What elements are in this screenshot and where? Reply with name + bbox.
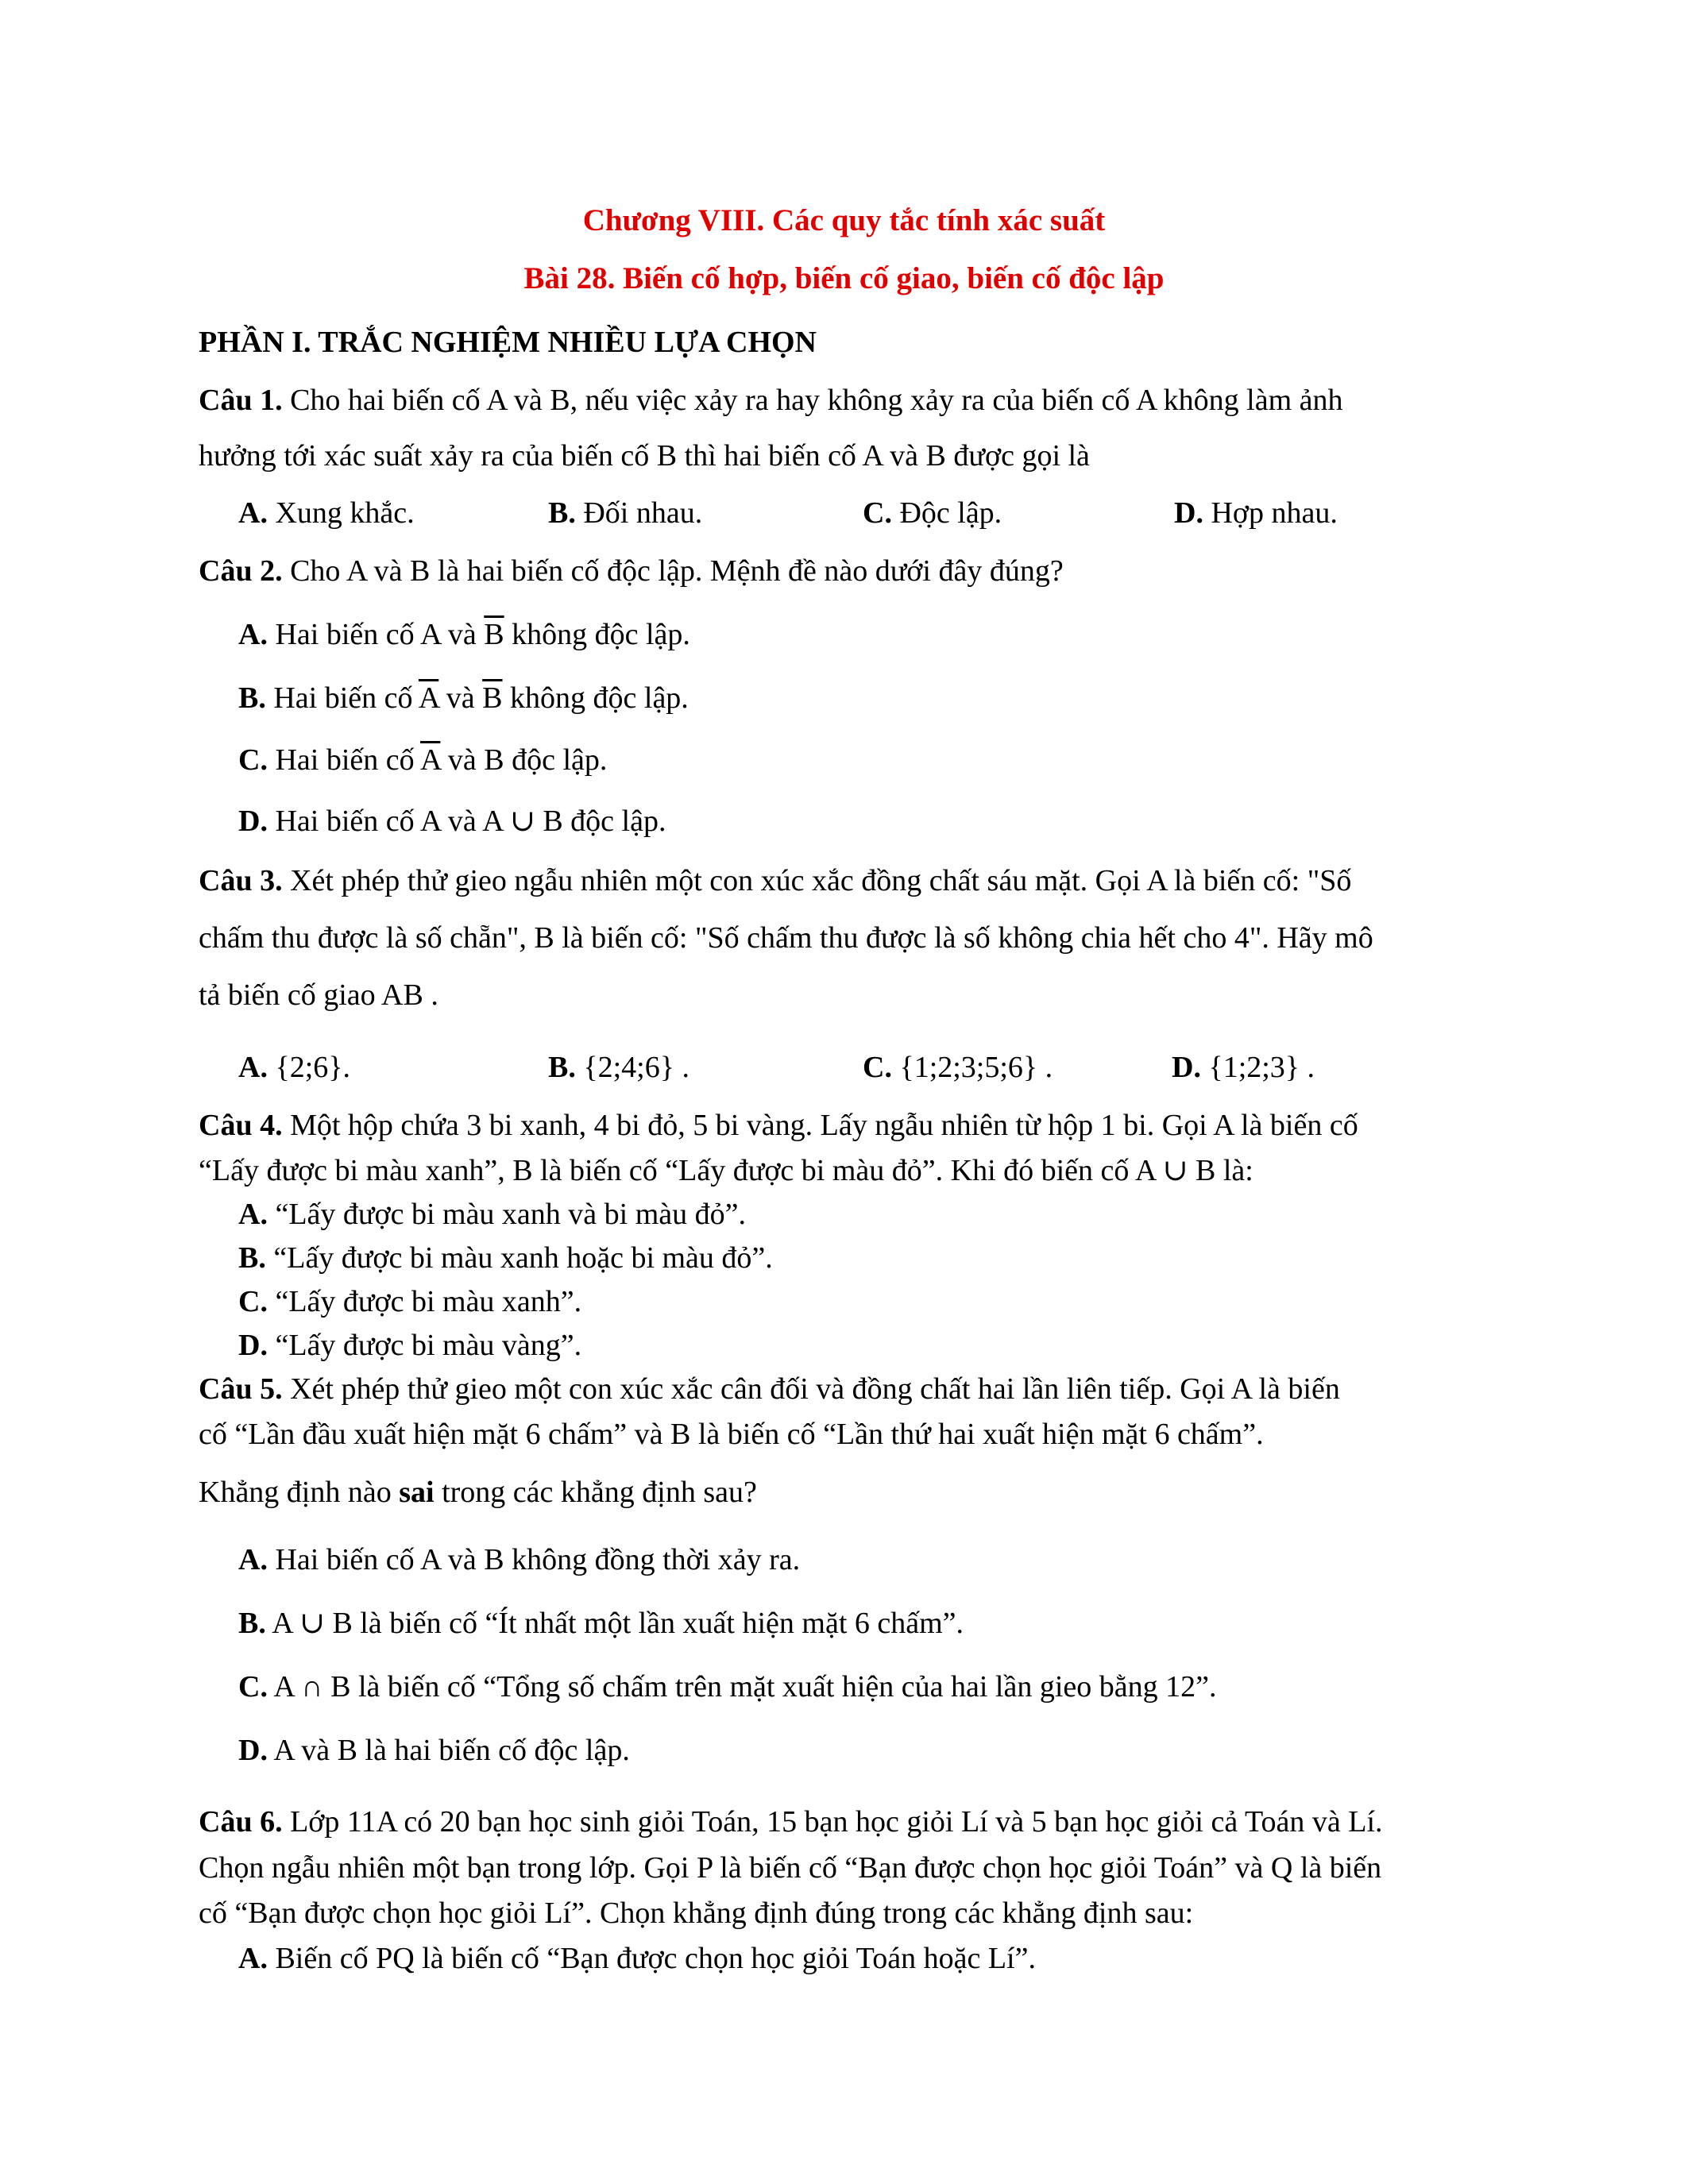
q1-option-b: B. Đối nhau. [548,496,703,530]
q5-option-d: D. A và B là hai biến cố độc lập. [238,1734,630,1767]
question-label: Câu 5. [199,1372,283,1406]
question-6-line-2: Chọn ngẫu nhiên một bạn trong lớp. Gọi P là biến cố “Bạn được chọn học giỏi Toán” và Q là biến [199,1851,1382,1885]
q3-option-b: B. {2;4;6} . [548,1051,689,1084]
q3-option-d: D. {1;2;3} . [1172,1051,1315,1084]
question-text: Một hộp chứa 3 bi xanh, 4 bi đỏ, 5 bi vàng. Lấy ngẫu nhiên từ hộp 1 bi. Gọi A là biến cố [282,1109,1358,1142]
question-6-line-3: cố “Bạn được chọn học giỏi Lí”. Chọn khẳng định đúng trong các khẳng định sau: [199,1897,1194,1930]
question-1 [199,385,1343,415]
question-label: Câu 6. [199,1805,283,1839]
q5-option-b: B. A ∪ B là biến cố “Ít nhất một lần xuất hiện mặt 6 chấm”. [238,1607,964,1640]
question-label: Câu 1. [199,384,283,417]
complement-a: $\overline{A}$ [420,743,441,777]
question-text: Lớp 11A có 20 bạn học sinh giỏi Toán, 15 bạn học giỏi Lí và 5 bạn học giỏi cả Toán và Lí. [282,1805,1383,1839]
q1-option-d: D. Hợp nhau. [1174,496,1338,530]
q2-option-b: B. Hai biến cố $\overline{A}$ và $\overline{B}$ không độc lập. [238,681,689,715]
question-1-line-2: hưởng tới xác suất xảy ra của biến cố B thì hai biến cố A và B được gọi là [199,439,1090,473]
q2-option-a: A. Hai biến cố A và $\overline{B}$ không độc lập. [238,618,690,651]
question-text: Cho A và B là hai biến cố độc lập. Mệnh đề nào dưới đây đúng? [282,554,1064,588]
q4-option-b: B. “Lấy được bi màu xanh hoặc bi màu đỏ”. [238,1241,773,1275]
q1-option-a: A. Xung khắc. [238,496,415,530]
q4-option-a: A. “Lấy được bi màu xanh và bi màu đỏ”. [238,1198,747,1231]
lesson-title: Bài 28. Biến cố hợp, biến cố giao, biến cố độc lập [523,261,1165,295]
question-3-line-2: chấm thu được là số chẵn", B là biến cố: "Số chấm thu được là số không chia hết cho 4". Hãy mô [199,921,1373,955]
question-3-line-3: tả biến cố giao AB . [199,978,438,1012]
q5-option-a: A. Hai biến cố A và B không đồng thời xảy ra. [238,1543,801,1576]
question-label: Câu 4. [199,1109,283,1142]
q2-option-c: C. Hai biến cố $\overline{A}$ và B độc lập. [238,743,608,777]
question-text: Xét phép thử gieo ngẫu nhiên một con xúc xắc đồng chất sáu mặt. Gọi A là biến cố: "Số [282,864,1352,897]
q6-option-a: A. Biến cố PQ là biến cố “Bạn được chọn học giỏi Toán hoặc Lí”. [238,1942,1036,1975]
complement-b: $\overline{B}$ [484,618,504,651]
q1-option-c: C. Độc lập. [863,496,1002,530]
question-5-line-3: Khẳng định nào sai trong các khẳng định sau? [199,1476,757,1509]
question-label: Câu 2. [199,554,283,588]
question-5 [199,1374,1340,1404]
question-5-line-2: cố “Lần đầu xuất hiện mặt 6 chấm” và B là biến cố “Lần thứ hai xuất hiện mặt 6 chấm”. [199,1418,1264,1451]
complement-a: $\overline{A}$ [418,681,439,715]
q3-option-a: A. {2;6}. [238,1051,350,1084]
q4-option-c: C. “Lấy được bi màu xanh”. [238,1285,582,1318]
question-3 [199,866,1351,896]
complement-b: $\overline{B}$ [482,681,503,715]
q3-option-c: C. {1;2;3;5;6} . [863,1051,1053,1084]
question-text: Cho hai biến cố A và B, nếu việc xảy ra hay không xảy ra của biến cố A không làm ảnh [282,384,1343,417]
q4-option-d: D. “Lấy được bi màu vàng”. [238,1329,582,1362]
q2-option-d: D. Hai biến cố A và A ∪ B độc lập. [238,805,666,838]
q5-option-c: C. A ∩ B là biến cố “Tổng số chấm trên mặt xuất hiện của hai lần gieo bằng 12”. [238,1670,1217,1704]
section-title: PHẦN I. TRẮC NGHIỆM NHIỀU LỰA CHỌN [199,326,817,359]
question-4-line-2: “Lấy được bi màu xanh”, B là biến cố “Lấy được bi màu đỏ”. Khi đó biến cố A ∪ B là: [199,1154,1253,1187]
question-2 [199,556,1064,586]
question-4 [199,1110,1358,1140]
question-text: Xét phép thử gieo một con xúc xắc cân đối và đồng chất hai lần liên tiếp. Gọi A là biến [282,1372,1340,1406]
chapter-title: Chương VIII. Các quy tắc tính xác suất [582,203,1106,237]
question-label: Câu 3. [199,864,283,897]
question-6 [199,1807,1383,1837]
